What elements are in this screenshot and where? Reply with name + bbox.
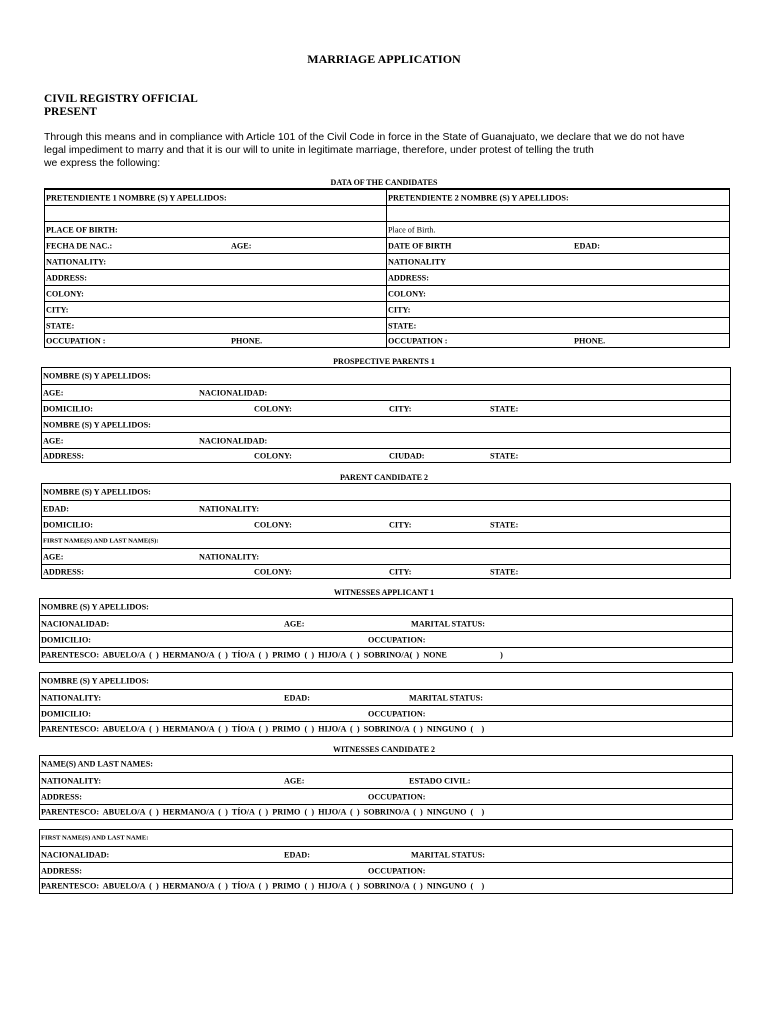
candidate1-nationality-field[interactable]: NATIONALITY: — [46, 257, 107, 266]
w2a-address-field[interactable]: ADDRESS: — [41, 792, 82, 801]
w1b-age-field[interactable]: EDAD: — [284, 693, 310, 702]
parents2-mother-colony-field[interactable]: COLONY: — [254, 567, 292, 576]
section-title-parents-1: PROSPECTIVE PARENTS 1 — [333, 357, 435, 366]
row-mother-age — [42, 432, 730, 448]
row-witness-nationality — [40, 772, 732, 788]
w2b-age-field[interactable]: EDAD: — [284, 850, 310, 859]
w1b-kinship-options[interactable]: PARENTESCO: ABUELO/A ( ) HERMANO/A ( ) TÍO/A ( ) PRIMO ( ) HIJO/A ( ) SOBRINO/A ( ) NINGUNO ( ) — [41, 724, 485, 734]
parents2-father-nationality-field[interactable]: NATIONALITY: — [199, 504, 260, 513]
candidate2-colony-field[interactable]: COLONY: — [388, 289, 426, 298]
parents2-father-state-field[interactable]: STATE: — [490, 520, 519, 529]
candidate1-address-field[interactable]: ADDRESS: — [46, 273, 87, 282]
row-witness-name — [40, 599, 732, 615]
row-state — [45, 317, 729, 333]
parents1-mother-age-field[interactable]: AGE: — [43, 436, 64, 445]
parents-1-table — [41, 367, 731, 463]
row-father-age — [42, 384, 730, 400]
row-father-age — [42, 500, 730, 516]
row-witness-address — [40, 705, 732, 721]
candidate2-occupation-field[interactable]: OCCUPATION : — [388, 336, 448, 345]
row-nationality — [45, 253, 729, 269]
parents2-father-name-field[interactable]: NOMBRE (S) Y APELLIDOS: — [43, 487, 151, 497]
row-witness-address — [40, 788, 732, 804]
parents-2-table — [41, 483, 731, 579]
parents2-father-address-field[interactable]: DOMICILIO: — [43, 520, 94, 529]
parents2-father-city-field[interactable]: CITY: — [389, 520, 412, 529]
candidate2-address-field[interactable]: ADDRESS: — [388, 273, 429, 282]
w2a-marital-status-field[interactable]: ESTADO CIVIL: — [409, 776, 471, 785]
w1a-name-field[interactable]: NOMBRE (S) Y APELLIDOS: — [41, 602, 149, 612]
candidate2-dob-field[interactable]: DATE OF BIRTH — [388, 241, 452, 250]
row-witness-nationality — [40, 615, 732, 631]
candidate2-state-field[interactable]: STATE: — [388, 321, 417, 330]
candidate1-age-field[interactable]: AGE: — [231, 241, 252, 250]
parents2-mother-nationality-field[interactable]: NATIONALITY: — [199, 552, 260, 561]
w1a-address-field[interactable]: DOMICILIO: — [41, 635, 92, 644]
section-title-witnesses-2: WITNESSES CANDIDATE 2 — [332, 745, 436, 754]
parents2-mother-state-field[interactable]: STATE: — [490, 567, 519, 576]
w1b-address-field[interactable]: DOMICILIO: — [41, 709, 92, 718]
parents1-mother-name-field[interactable]: NOMBRE (S) Y APELLIDOS: — [43, 420, 151, 429]
row-father-name — [42, 368, 730, 384]
row-witness-kinship — [40, 721, 732, 736]
candidate2-phone-field[interactable]: PHONE. — [574, 336, 606, 345]
candidate1-place-of-birth-field[interactable]: PLACE OF BIRTH: — [46, 225, 118, 234]
w1a-nationality-field[interactable]: NACIONALIDAD: — [41, 619, 110, 628]
candidate1-city-field[interactable]: CITY: — [46, 305, 69, 314]
w2a-nationality-field[interactable]: NATIONALITY: — [41, 776, 102, 785]
w2b-nationality-field[interactable]: NACIONALIDAD: — [41, 850, 110, 859]
candidate1-phone-field[interactable]: PHONE. — [231, 336, 263, 345]
parents1-father-colony-field[interactable]: COLONY: — [254, 404, 292, 413]
row-witness-nationality — [40, 689, 732, 705]
w2a-age-field[interactable]: AGE: — [284, 776, 305, 785]
row-witness-kinship — [40, 804, 732, 819]
intro-line-3: we express the following: — [44, 158, 161, 169]
parents2-father-colony-field[interactable]: COLONY: — [254, 520, 292, 529]
intro-paragraph — [44, 131, 718, 170]
row-witness-address — [40, 631, 732, 647]
parents1-father-nationality-field[interactable]: NACIONALIDAD: — [199, 388, 268, 397]
w1a-age-field[interactable]: AGE: — [284, 619, 305, 628]
witnesses-2-witness-b-table — [39, 829, 733, 894]
parents1-mother-nationality-field[interactable]: NACIONALIDAD: — [199, 436, 268, 445]
parents1-mother-colony-field[interactable]: COLONY: — [254, 451, 292, 460]
parents2-mother-age-field[interactable]: AGE: — [43, 552, 64, 561]
w2b-address-field[interactable]: ADDRESS: — [41, 866, 82, 875]
row-mother-age — [42, 548, 730, 564]
w1a-occupation-field[interactable]: OCCUPATION: — [368, 635, 426, 644]
parents1-mother-address-field[interactable]: ADDRESS: — [43, 451, 84, 460]
row-place-of-birth — [45, 221, 729, 237]
candidate1-name-field[interactable]: PRETENDIENTE 1 NOMBRE (S) Y APELLIDOS: — [46, 193, 227, 202]
intro-line-1: Through this means and in compliance with Article 101 of the Civil Code in force in the State of Guanajuato, we declare that we do not have — [44, 132, 685, 143]
candidate1-dob-field[interactable]: FECHA DE NAC.: — [46, 241, 113, 250]
row-city — [45, 301, 729, 317]
row-father-address — [42, 516, 730, 532]
row-date-of-birth — [45, 237, 729, 253]
w1b-nationality-field[interactable]: NATIONALITY: — [41, 693, 102, 702]
parents1-father-city-field[interactable]: CITY: — [389, 404, 412, 413]
candidate1-occupation-field[interactable]: OCCUPATION : — [46, 336, 106, 345]
w2b-occupation-field[interactable]: OCCUPATION: — [368, 866, 426, 875]
candidate1-state-field[interactable]: STATE: — [46, 321, 75, 330]
w1b-occupation-field[interactable]: OCCUPATION: — [368, 709, 426, 718]
w2a-occupation-field[interactable]: OCCUPATION: — [368, 792, 426, 801]
parents1-father-name-field[interactable]: NOMBRE (S) Y APELLIDOS: — [43, 371, 151, 381]
section-title-candidates: DATA OF THE CANDIDATES — [330, 178, 438, 187]
row-witness-nationality — [40, 846, 732, 862]
row-mother-address — [42, 448, 730, 462]
parents2-mother-city-field[interactable]: CITY: — [389, 567, 412, 576]
row-occupation — [45, 333, 729, 347]
parents1-mother-city-field[interactable]: CIUDAD: — [389, 451, 425, 460]
candidate2-city-field[interactable]: CITY: — [388, 305, 411, 314]
w2b-marital-status-field[interactable]: MARITAL STATUS: — [411, 850, 485, 859]
candidate2-place-of-birth-field[interactable]: Place of Birth. — [388, 225, 436, 234]
candidate2-nationality-field[interactable]: NATIONALITY — [388, 257, 447, 266]
parents1-father-age-field[interactable]: AGE: — [43, 388, 64, 397]
parents2-father-age-field[interactable]: EDAD: — [43, 504, 69, 513]
row-candidate-name — [45, 189, 729, 205]
candidate2-age-field[interactable]: EDAD: — [574, 241, 600, 250]
row-father-address — [42, 400, 730, 416]
row-witness-name — [40, 673, 732, 689]
row-witness-address — [40, 862, 732, 878]
parents1-father-state-field[interactable]: STATE: — [490, 404, 519, 413]
w2a-kinship-options[interactable]: PARENTESCO: ABUELO/A ( ) HERMANO/A ( ) TÍO/A ( ) PRIMO ( ) HIJO/A ( ) SOBRINO/A ( ) NINGUNO ( ) — [41, 807, 485, 817]
witnesses-2-witness-a-table — [39, 755, 733, 820]
row-mother-address — [42, 564, 730, 578]
parents1-mother-state-field[interactable]: STATE: — [490, 451, 519, 460]
row-candidate-name-blank — [45, 205, 729, 221]
parents2-mother-address-field[interactable]: ADDRESS: — [43, 567, 84, 576]
addressee-line-2: PRESENT — [44, 106, 98, 118]
candidate1-colony-field[interactable]: COLONY: — [46, 289, 84, 298]
row-witness-kinship — [40, 878, 732, 893]
w1b-marital-status-field[interactable]: MARITAL STATUS: — [409, 693, 483, 702]
w1b-name-field[interactable]: NOMBRE (S) Y APELLIDOS: — [41, 676, 149, 686]
parents1-father-address-field[interactable]: DOMICILIO: — [43, 404, 94, 413]
w1a-marital-status-field[interactable]: MARITAL STATUS: — [411, 619, 485, 628]
witnesses-1-witness-a-table — [39, 598, 733, 663]
addressee-line-1: CIVIL REGISTRY OFFICIAL — [44, 93, 198, 105]
w1a-kinship-options[interactable]: PARENTESCO: ABUELO/A ( ) HERMANO/A ( ) TÍO/A ( ) PRIMO ( ) HIJO/A ( ) SOBRINO/A( ) NONE ) — [41, 650, 503, 660]
row-witness-name — [40, 756, 732, 772]
section-title-parents-2: PARENT CANDIDATE 2 — [339, 473, 428, 482]
row-mother-name — [42, 532, 730, 548]
section-title-witnesses-1: WITNESSES APPLICANT 1 — [333, 588, 435, 597]
w2b-name-field[interactable]: FIRST NAME(S) AND LAST NAME: — [41, 834, 149, 842]
parents2-mother-name-field[interactable]: FIRST NAME(S) AND LAST NAME(S): — [43, 537, 159, 544]
row-father-name — [42, 484, 730, 500]
row-mother-name — [42, 416, 730, 432]
row-witness-name — [40, 830, 732, 846]
w2a-name-field[interactable]: NAME(S) AND LAST NAMES: — [41, 759, 153, 769]
row-colony — [45, 285, 729, 301]
intro-line-2: legal impediment to marry and that it is our will to unite in legitimate marriage, therefore, under protest of telling the truth — [44, 145, 594, 156]
page-title: MARRIAGE APPLICATION — [307, 52, 461, 66]
witnesses-1-witness-b-table — [39, 672, 733, 737]
row-address — [45, 269, 729, 285]
row-witness-kinship — [40, 647, 732, 662]
candidate2-name-field[interactable]: PRETENDIENTE 2 NOMBRE (S) Y APELLIDOS: — [388, 193, 569, 202]
candidates-table — [44, 188, 730, 348]
w2b-kinship-options[interactable]: PARENTESCO: ABUELO/A ( ) HERMANO/A ( ) TÍO/A ( ) PRIMO ( ) HIJO/A ( ) SOBRINO/A ( ) NINGUNO ( ) — [41, 881, 485, 891]
